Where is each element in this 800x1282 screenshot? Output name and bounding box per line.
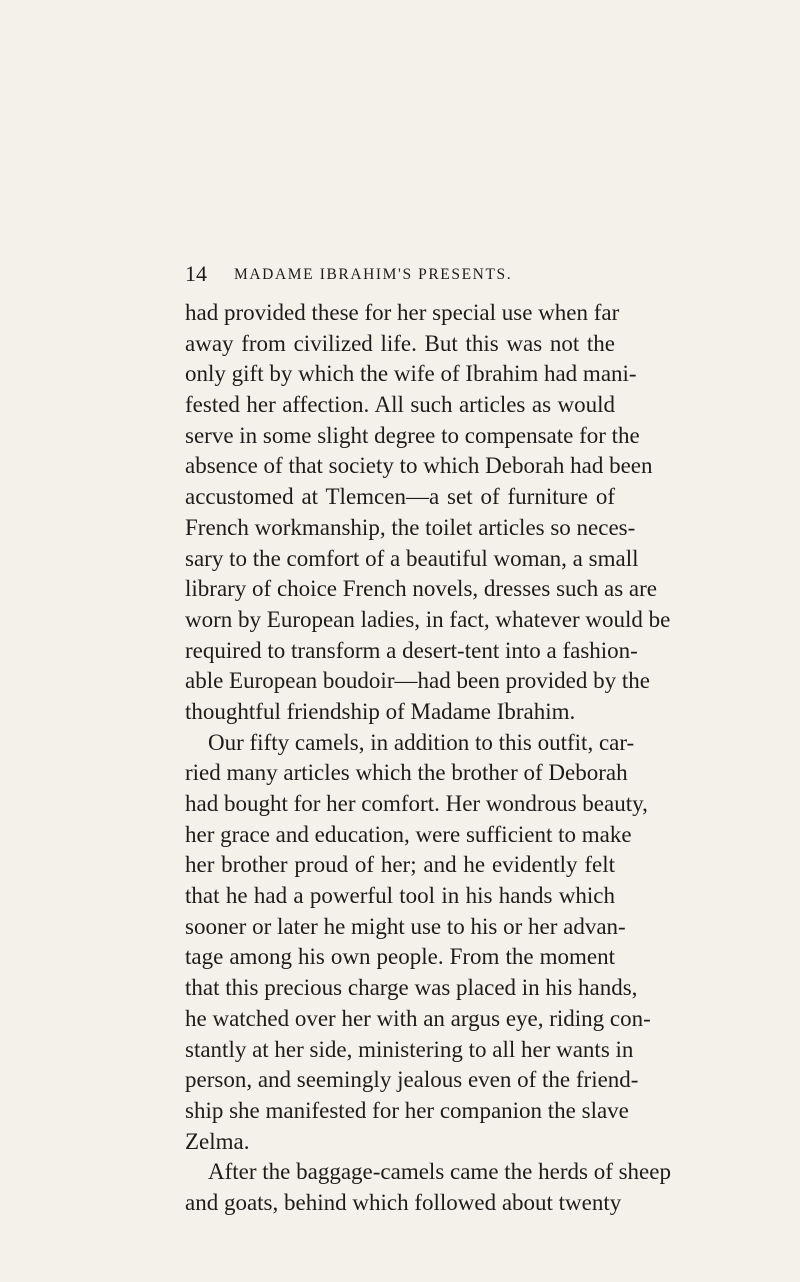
text-line: ried many articles which the brother of Deborah: [185, 760, 628, 786]
page-header: [185, 260, 615, 288]
text-line: ship she manifested for her companion the slave: [185, 1097, 629, 1123]
text-line: had provided these for her special use when far: [185, 300, 620, 325]
text-line: serve in some slight degree to compensate for the: [185, 422, 640, 448]
text-line: her brother proud of her; and he evidently felt: [185, 852, 615, 878]
text-line: fested her affection. All such articles as would: [185, 392, 615, 418]
text-line: had bought for her comfort. Her wondrous beauty,: [185, 791, 648, 816]
page-number: 14: [185, 261, 207, 286]
text-line: only gift by which the wife of Ibrahim had mani-: [185, 361, 637, 387]
text-line: French workmanship, the toilet articles so neces-: [185, 514, 636, 540]
text-line: her grace and education, were sufficient to make: [185, 821, 632, 847]
text-line: absence of that society to which Deborah had been: [185, 453, 653, 479]
text-line: and goats, behind which followed about twenty: [185, 1189, 622, 1215]
text-line: away from civilized life. But this was not the: [185, 330, 615, 356]
text-line: After the baggage-camels came the herds of sheep: [208, 1159, 671, 1185]
text-line: person, and seemingly jealous even of the friend-: [185, 1067, 639, 1093]
paragraph-1: [185, 298, 671, 728]
text-line: able European boudoir—had been provided by the: [185, 668, 650, 694]
text-line: library of choice French novels, dresses such as are: [185, 576, 657, 602]
text-line: required to transform a desert-tent into a fashion-: [185, 637, 638, 663]
text-line: Our fifty camels, in addition to this outfit, car-: [208, 729, 635, 755]
text-line: that he had a powerful tool in his hands which: [185, 883, 615, 909]
text-line: sary to the comfort of a beautiful woman, a small: [185, 545, 639, 571]
text-line: stantly at her side, ministering to all her wants in: [185, 1036, 634, 1062]
text-line: thoughtful friendship of Madame Ibrahim.: [185, 698, 576, 724]
running-title: MADAME IBRAHIM'S PRESENTS.: [234, 266, 513, 283]
body-text: [185, 298, 671, 1219]
text-line: tage among his own people. From the moment: [185, 944, 615, 970]
paragraph-2: [185, 728, 651, 1158]
text-line: Zelma.: [185, 1128, 250, 1154]
text-line: worn by European ladies, in fact, whatever would be: [185, 606, 671, 632]
text-line: accustomed at Tlemcen—a set of furniture of: [185, 484, 615, 510]
text-line: he watched over her with an argus eye, riding con-: [185, 1005, 651, 1031]
text-line: sooner or later he might use to his or her advan-: [185, 913, 626, 939]
paragraph-3: [185, 1157, 671, 1218]
text-line: that this precious charge was placed in his hands,: [185, 975, 638, 1001]
